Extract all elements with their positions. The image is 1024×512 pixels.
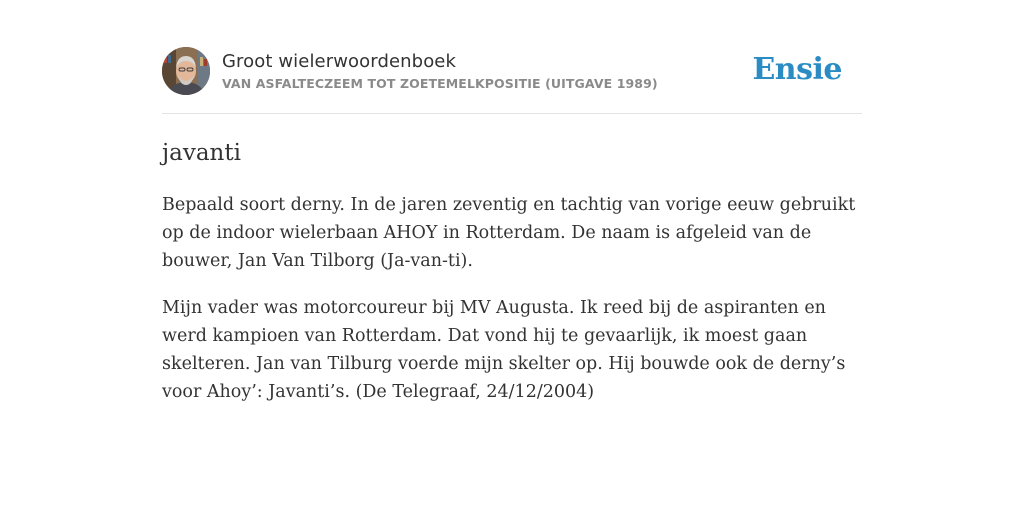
source-subtitle: VAN ASFALTECZEEM TOT ZOETEMELKPOSITIE (UITGAVE 1989) xyxy=(222,75,658,91)
entry-card xyxy=(162,46,862,406)
definition-paragraph: Bepaald soort derny. In de jaren zeventig en tachtig van vorige eeuw gebruikt op de indoor wielerbaan AHOY in Rotterdam. De naam is afgeleid van de bouwer, Jan Van Tilborg (Ja-van-ti). xyxy=(162,195,856,271)
author-portrait-icon xyxy=(162,47,210,95)
header-divider xyxy=(162,113,862,114)
source-title[interactable]: Groot wielerwoordenboek xyxy=(222,50,457,72)
entry-term: javanti xyxy=(162,140,241,166)
source-info xyxy=(222,51,658,92)
source-header xyxy=(162,46,862,96)
brand-logo[interactable]: Ensie xyxy=(752,52,842,87)
definition-paragraph: Mijn vader was motorcoureur bij MV Augusta. Ik reed bij de aspiranten en werd kampioen van Rotterdam. Dat vond hij te gevaarlijk, ik moest gaan skelteren. Jan van Tilburg voerde mijn skelter op. Hij bouwde ook de derny’s voor Ahoy’: Javanti’s. (De Telegraaf, 24/12/2004) xyxy=(162,298,846,402)
entry-definition xyxy=(162,191,862,406)
